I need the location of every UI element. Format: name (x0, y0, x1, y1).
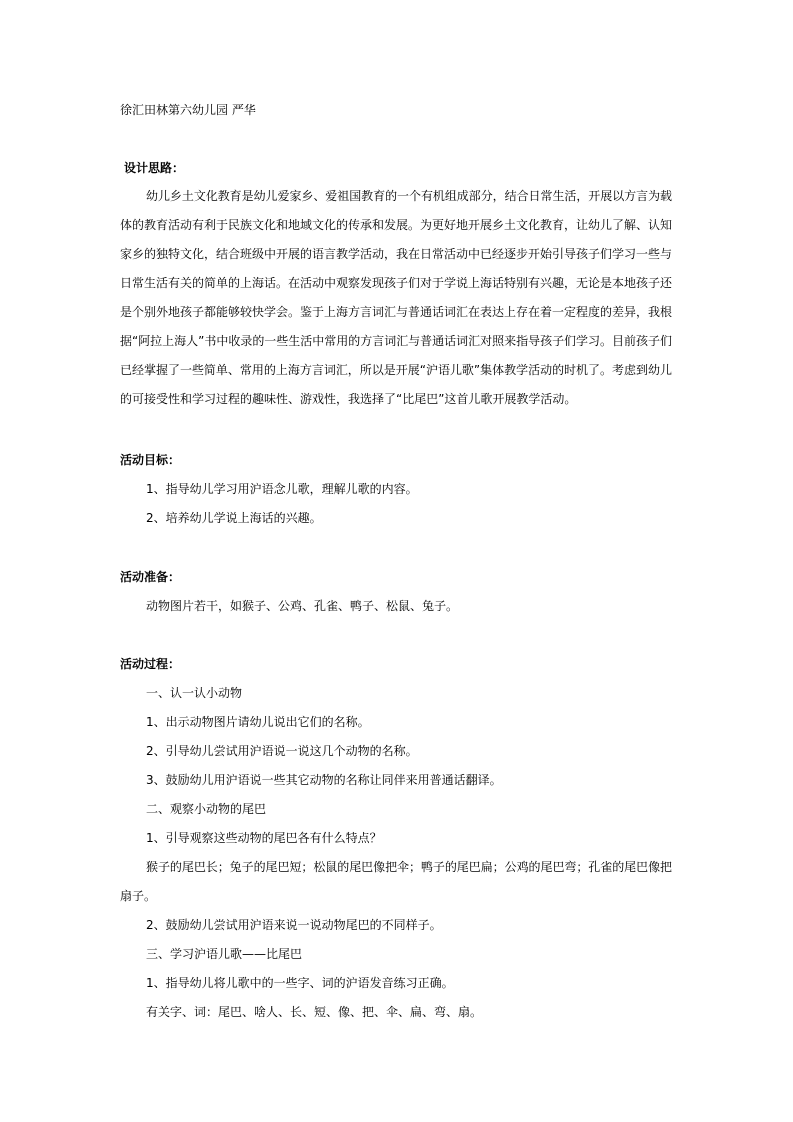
goal-item-1: 1、指导幼儿学习用沪语念儿歌，理解儿歌的内容。 (146, 482, 418, 496)
design-line-1: 幼儿乡土文化教育是幼儿爱家乡、爱祖国教育的一个有机组成部分，结合日常生活，开展以方言为载 (146, 189, 672, 203)
process-step-1-3: 3、鼓励幼儿用沪语说一些其它动物的名称让同伴来用普通话翻译。 (146, 773, 502, 787)
design-line-6: 据“阿拉上海人”书中收录的一些生活中常用的方言词汇与普通话词汇对照来指导孩子们学习。目前孩子们 (120, 334, 672, 348)
process-section-1: 一、认一认小动物 (146, 686, 243, 700)
process-heading: 活动过程： (120, 657, 181, 671)
design-line-7: 已经掌握了一些简单、常用的上海方言词汇，所以是开展“沪语儿歌”集体教学活动的时机了。考虑到幼儿 (120, 363, 672, 377)
process-step-1-2: 2、引导幼儿尝试用沪语说一说这几个动物的名称。 (146, 744, 418, 758)
process-tails-line-1: 猴子的尾巴长；兔子的尾巴短；松鼠的尾巴像把伞；鸭子的尾巴扁；公鸡的尾巴弯；孔雀的尾巴像把 (146, 860, 672, 874)
process-words: 有关字、词：尾巴、啥人、长、短、像、把、伞、扁、弯、扇。 (146, 1005, 483, 1019)
design-heading: 设计思路： (124, 161, 185, 175)
goals-heading: 活动目标： (120, 453, 181, 467)
process-section-3: 三、学习沪语儿歌——比尾巴 (146, 947, 303, 961)
design-line-2: 体的教育活动有利于民族文化和地域文化的传承和发展。为更好地开展乡土文化教育，让幼儿了解、认知 (120, 218, 672, 232)
process-step-2-2: 2、鼓励幼儿尝试用沪语来说一说动物尾巴的不同样子。 (146, 918, 442, 932)
prep-text: 动物图片若干，如猴子、公鸡、孔雀、鸭子、松鼠、兔子。 (146, 599, 459, 613)
author-line: 徐汇田林第六幼儿园 严华 (120, 103, 256, 117)
design-line-8: 的可接受性和学习过程的趣味性、游戏性，我选择了“比尾巴”这首儿歌开展教学活动。 (120, 392, 577, 406)
design-line-3: 家乡的独特文化，结合班级中开展的语言教学活动，我在日常活动中已经逐步开始引导孩子们学习一些与 (120, 247, 672, 261)
process-tails-line-2: 扇子。 (120, 889, 157, 903)
process-section-2: 二、观察小动物的尾巴 (146, 802, 267, 816)
design-line-5: 是个别外地孩子都能够较快学会。鉴于上海方言词汇与普通话词汇在表达上存在着一定程度的差异，我根 (120, 305, 672, 319)
goal-item-2: 2、培养幼儿学说上海话的兴趣。 (146, 511, 322, 525)
process-step-2-1: 1、引导观察这些动物的尾巴各有什么特点？ (146, 831, 382, 845)
process-step-3-1: 1、指导幼儿将儿歌中的一些字、词的沪语发音练习正确。 (146, 976, 454, 990)
process-step-1-1: 1、出示动物图片请幼儿说出它们的名称。 (146, 715, 370, 729)
design-line-4: 日常生活有关的简单的上海话。在活动中观察发现孩子们对于学说上海话特别有兴趣，无论是本地孩子还 (120, 276, 672, 290)
prep-heading: 活动准备： (120, 570, 181, 584)
